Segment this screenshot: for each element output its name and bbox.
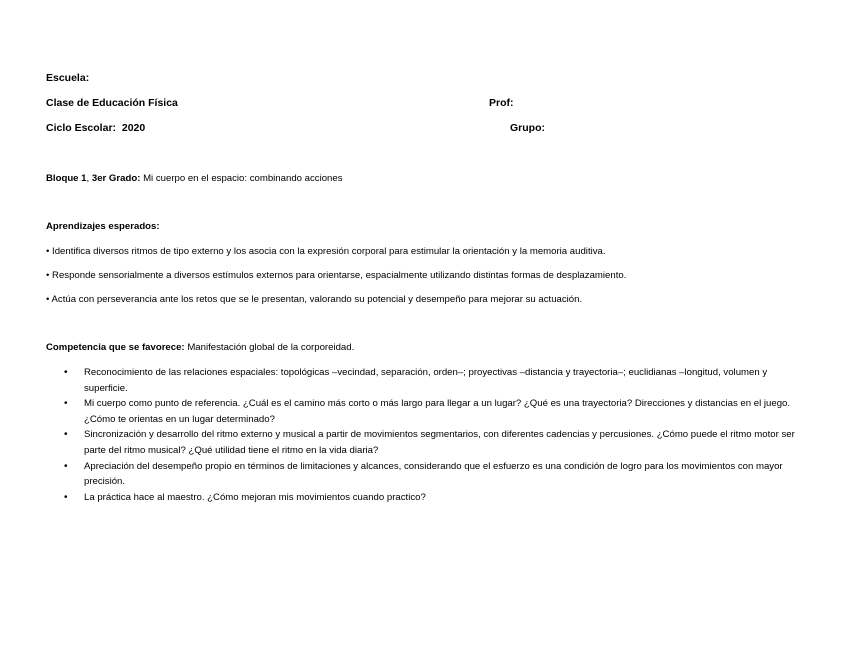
topic-text: Sincronización y desarrollo del ritmo externo y musical a partir de movimientos segmentarios, con diferentes cadencias y percusiones. ¿Cómo puede el ritmo motor ser parte del ritmo musical? ¿Qué utilidad tiene el ritmo en la vida diaria? [84, 429, 795, 456]
learning-item [46, 246, 606, 257]
learning-item [46, 294, 582, 305]
learning-item [46, 270, 626, 281]
block-line [46, 173, 343, 184]
list-item [64, 396, 804, 427]
learning-heading: Aprendizajes esperados: [46, 221, 160, 232]
bullet-icon: • [64, 429, 68, 441]
topic-text: Mi cuerpo como punto de referencia. ¿Cuál es el camino más corto o más largo para llegar a un lugar? ¿Qué es una trayectoria? Direcciones y distancias en el juego. ¿Cómo te orientas en un lugar determinado? [84, 398, 791, 425]
block-separator: , [86, 173, 90, 184]
bullet-icon: • [46, 270, 50, 281]
bullet-icon: • [46, 246, 50, 257]
bullet-icon: • [64, 491, 68, 503]
topics-list [64, 365, 804, 505]
bullet-icon: • [64, 460, 68, 472]
school-label: Escuela: [46, 72, 90, 84]
block-label: Bloque 1 [46, 173, 87, 184]
block-colon: : [137, 173, 141, 184]
cycle-label: Ciclo Escolar: [46, 122, 117, 134]
bullet-icon: • [64, 398, 68, 410]
competence-line [46, 342, 354, 353]
cycle-year: 2020 [121, 122, 146, 134]
prof-label: Prof: [489, 97, 514, 109]
list-item [64, 365, 804, 396]
list-item [64, 459, 804, 490]
topic-text: Apreciación del desempeño propio en términos de limitaciones y alcances, considerando que el esfuerzo es una condición de logro para los movimientos con mayor precisión. [84, 460, 783, 488]
topic-text: Reconocimiento de las relaciones espaciales: topológicas –vecindad, separación, orden–; proyectivas –distancia y trayectoria–; euclidianas –longitud, volumen y superficie. [84, 367, 768, 394]
learning-item-text: Responde sensorialmente a diversos estímulos externos para orientarse, espacialmente utilizando distintas formas de desplazamiento. [52, 270, 627, 281]
learning-item-text: Identifica diversos ritmos de tipo externo y los asocia con la expresión corporal para estimular la orientación y la memoria auditiva. [52, 246, 606, 257]
block-grade: 3er Grado [91, 173, 138, 184]
group-label: Grupo: [510, 122, 545, 134]
competence-value: Manifestación global de la corporeidad. [187, 342, 355, 353]
topic-text: La práctica hace al maestro. ¿Cómo mejoran mis movimientos cuando practico? [84, 491, 426, 503]
list-item [64, 427, 804, 458]
bullet-icon: • [46, 294, 50, 305]
competence-label: Competencia que se favorece: [46, 342, 185, 353]
list-item [64, 490, 804, 506]
cycle-row [46, 122, 145, 134]
learning-item-text: Actúa con perseverancia ante los retos que se le presentan, valorando su potencial y desempeño para mejorar su actuación. [51, 294, 583, 305]
class-label: Clase de Educación Física [46, 97, 178, 109]
bullet-icon: • [64, 367, 68, 378]
block-title: Mi cuerpo en el espacio: combinando acciones [143, 173, 343, 184]
